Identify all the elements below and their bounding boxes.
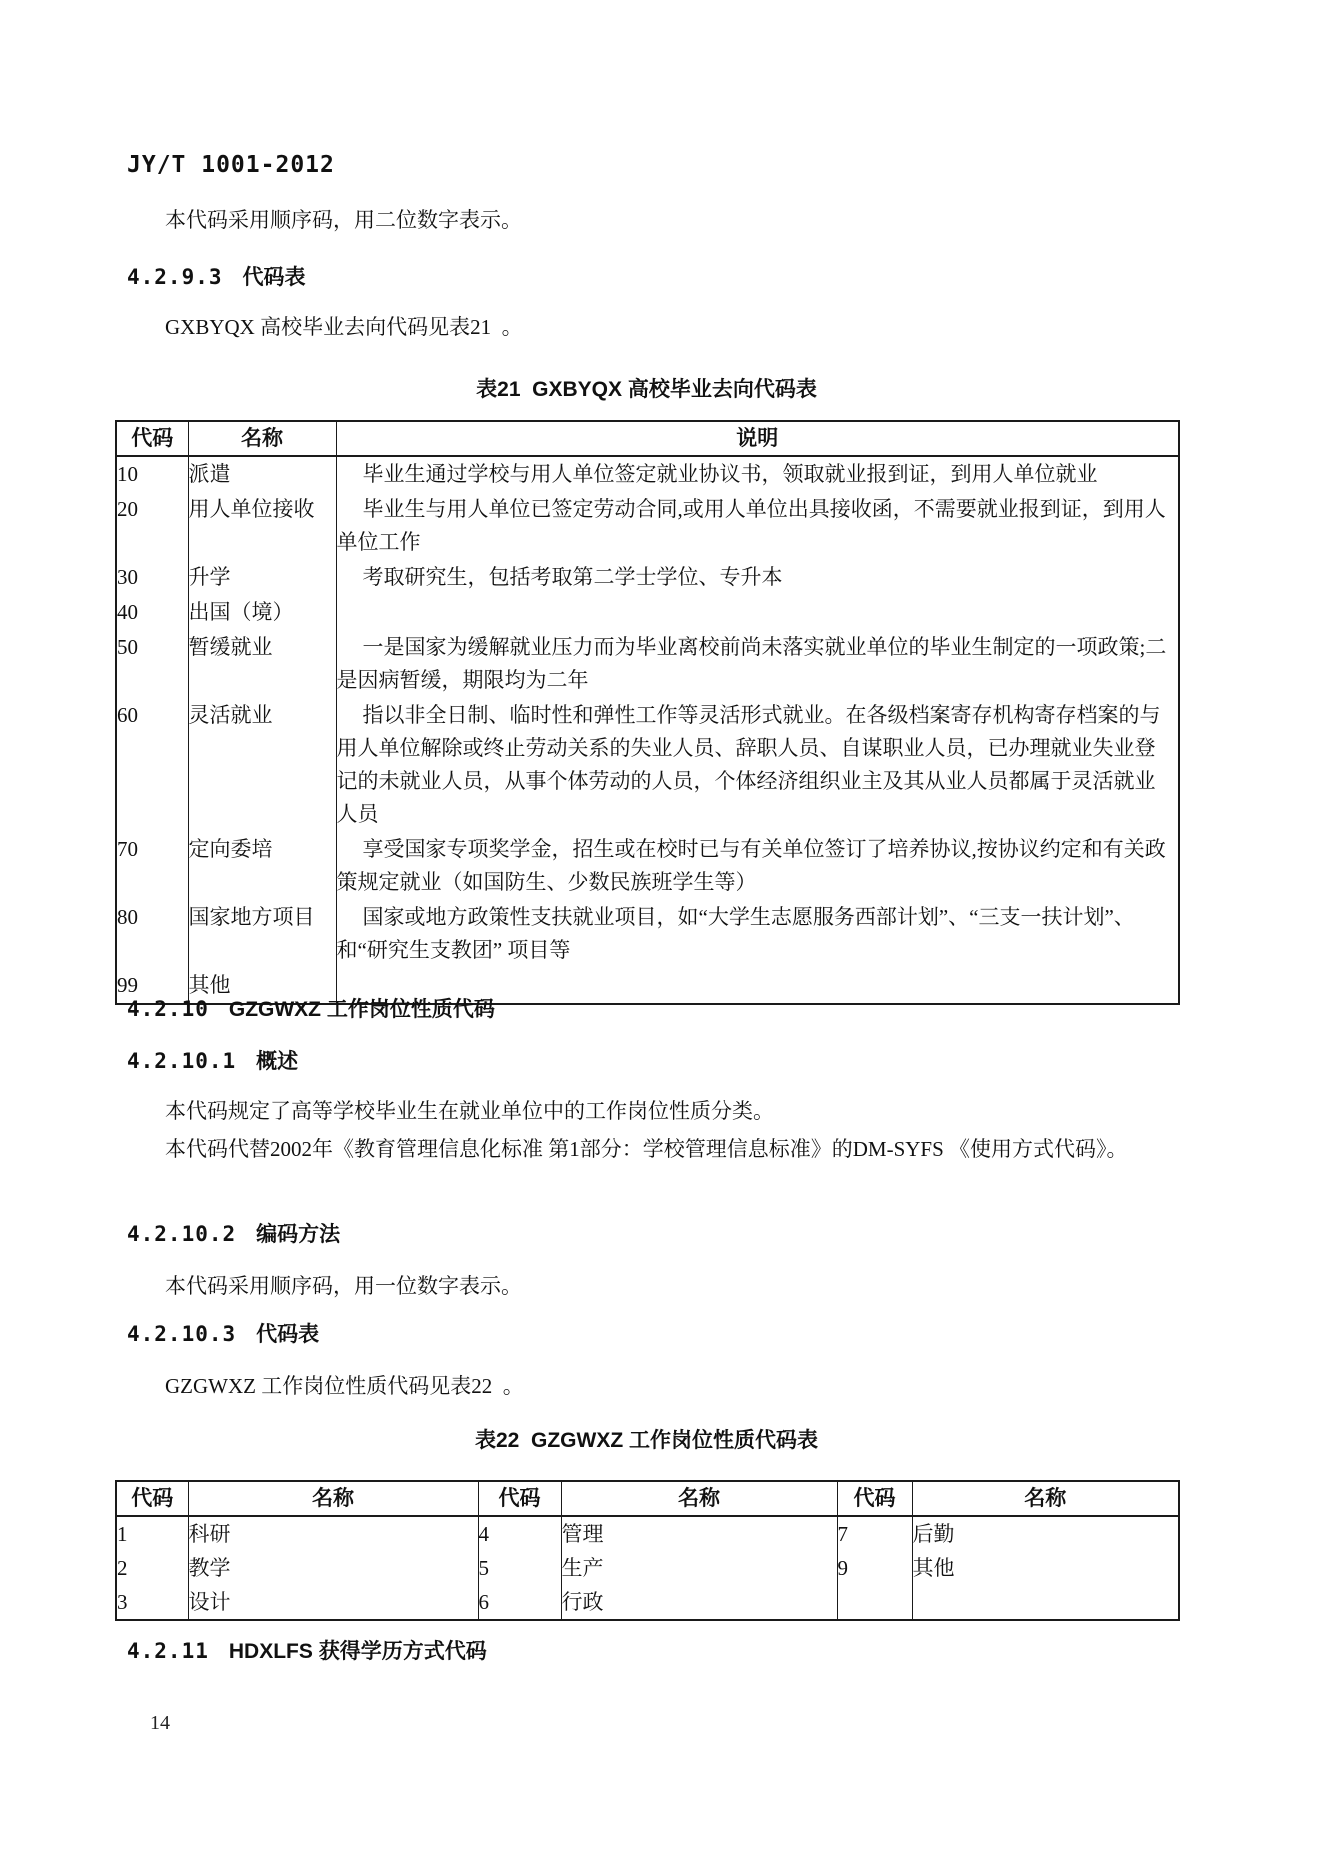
section-number: 4.2.10.2 xyxy=(127,1222,237,1246)
section-title: 编码方法 xyxy=(256,1223,341,1246)
cell-name: 定向委培 xyxy=(188,832,336,900)
cell-code: 70 xyxy=(116,832,188,900)
coding-method-paragraph: 本代码采用顺序码，用一位数字表示。 xyxy=(165,1274,522,1298)
cell-code: 80 xyxy=(116,900,188,968)
section-heading-4-2-10-1 xyxy=(127,1048,1178,1075)
section-heading-4-2-10-3 xyxy=(127,1321,1178,1348)
cell-name: 后勤 xyxy=(912,1516,1179,1551)
table-row xyxy=(116,492,1179,560)
cell-code: 3 xyxy=(116,1585,188,1620)
column-header-name: 名称 xyxy=(561,1481,837,1516)
table-row xyxy=(116,832,1179,900)
cell-name xyxy=(912,1585,1179,1620)
cell-name: 升学 xyxy=(188,560,336,595)
cell-code: 10 xyxy=(116,456,188,492)
section-number: 4.2.11 xyxy=(127,1639,209,1663)
column-header-code: 代码 xyxy=(837,1481,912,1516)
cell-code: 9 xyxy=(837,1551,912,1585)
column-header-code: 代码 xyxy=(116,421,188,456)
table22-intro-paragraph: GZGWXZ 工作岗位性质代码见表22 。 xyxy=(165,1374,524,1398)
cell-code: 4 xyxy=(478,1516,561,1551)
standard-number: JY/T 1001-2012 xyxy=(127,152,335,178)
page-number: 14 xyxy=(150,1712,170,1734)
table-row xyxy=(116,456,1179,492)
cell-name: 其他 xyxy=(912,1551,1179,1585)
section-heading-4-2-10-2 xyxy=(127,1221,1178,1248)
section-title: HDXLFS 获得学历方式代码 xyxy=(228,1640,487,1663)
cell-code: 5 xyxy=(478,1551,561,1585)
cell-name: 其他 xyxy=(188,968,336,1004)
cell-desc: 一是国家为缓解就业压力而为毕业离校前尚未落实就业单位的毕业生制定的一项政策;二是因病暂缓，期限均为二年 xyxy=(336,630,1179,698)
cell-code: 40 xyxy=(116,595,188,630)
table-row xyxy=(116,595,1179,630)
cell-name: 管理 xyxy=(561,1516,837,1551)
section-heading-4-2-11 xyxy=(127,1638,1178,1665)
column-header-name: 名称 xyxy=(188,1481,478,1516)
cell-code: 6 xyxy=(478,1585,561,1620)
cell-desc: 享受国家专项奖学金，招生或在校时已与有关单位签订了培养协议,按协议约定和有关政策规定就业（如国防生、少数民族班学生等） xyxy=(336,832,1179,900)
cell-name: 出国（境） xyxy=(188,595,336,630)
table-row xyxy=(116,1585,1179,1620)
table22-caption: 表22 GZGWXZ 工作岗位性质代码表 xyxy=(474,1429,818,1452)
cell-code: 2 xyxy=(116,1551,188,1585)
table-row xyxy=(116,698,1179,832)
table-row xyxy=(116,630,1179,698)
cell-name: 教学 xyxy=(188,1551,478,1585)
section-heading-4-2-10 xyxy=(127,996,1178,1023)
column-header-desc: 说明 xyxy=(336,421,1179,456)
column-header-name: 名称 xyxy=(912,1481,1179,1516)
section-number: 4.2.10 xyxy=(127,997,209,1021)
table21-caption: 表21 GXBYQX 高校毕业去向代码表 xyxy=(476,378,817,401)
section-title: 代码表 xyxy=(242,266,306,289)
cell-desc xyxy=(336,595,1179,630)
column-header-name: 名称 xyxy=(188,421,336,456)
table-row xyxy=(116,900,1179,968)
cell-code: 30 xyxy=(116,560,188,595)
section-title: 代码表 xyxy=(256,1323,320,1346)
cell-code: 60 xyxy=(116,698,188,832)
cell-desc: 国家或地方政策性支扶就业项目，如“大学生志愿服务西部计划”、“三支一扶计划”、和“研究生支教团” 项目等 xyxy=(336,900,1179,968)
section-heading-4-2-9-3 xyxy=(127,264,1178,291)
cell-code: 7 xyxy=(837,1516,912,1551)
cell-name: 设计 xyxy=(188,1585,478,1620)
cell-name: 灵活就业 xyxy=(188,698,336,832)
section-title: 概述 xyxy=(256,1050,299,1073)
cell-code: 20 xyxy=(116,492,188,560)
table21-intro-paragraph: GXBYQX 高校毕业去向代码见表21 。 xyxy=(165,315,523,339)
cell-name: 用人单位接收 xyxy=(188,492,336,560)
section-title: GZGWXZ 工作岗位性质代码 xyxy=(228,998,495,1021)
cell-name: 国家地方项目 xyxy=(188,900,336,968)
table-row xyxy=(116,1551,1179,1585)
cell-code xyxy=(837,1585,912,1620)
cell-code: 50 xyxy=(116,630,188,698)
overview-paragraph-2: 本代码代替2002年《教育管理信息化标准 第1部分：学校管理信息标准》的DM-SYFS 《使用方式代码》。 xyxy=(165,1137,1128,1161)
column-header-code: 代码 xyxy=(478,1481,561,1516)
overview-paragraph-1: 本代码规定了高等学校毕业生在就业单位中的工作岗位性质分类。 xyxy=(165,1099,774,1123)
cell-desc: 毕业生与用人单位已签定劳动合同,或用人单位出具接收函，不需要就业报到证，到用人单位工作 xyxy=(336,492,1179,560)
cell-desc: 毕业生通过学校与用人单位签定就业协议书，领取就业报到证，到用人单位就业 xyxy=(336,456,1179,492)
table22-gzgwxz xyxy=(115,1480,1180,1621)
cell-desc: 考取研究生，包括考取第二学士学位、专升本 xyxy=(336,560,1179,595)
table22-header-row xyxy=(116,1481,1179,1516)
cell-name: 暂缓就业 xyxy=(188,630,336,698)
table21-gxbyqx xyxy=(115,420,1180,1005)
table-row xyxy=(116,560,1179,595)
cell-code: 99 xyxy=(116,968,188,1004)
table-row xyxy=(116,1516,1179,1551)
cell-name: 行政 xyxy=(561,1585,837,1620)
table21-header-row xyxy=(116,421,1179,456)
column-header-code: 代码 xyxy=(116,1481,188,1516)
section-number: 4.2.10.1 xyxy=(127,1049,237,1073)
section-number: 4.2.9.3 xyxy=(127,265,223,289)
cell-name: 科研 xyxy=(188,1516,478,1551)
cell-name: 生产 xyxy=(561,1551,837,1585)
cell-desc: 指以非全日制、临时性和弹性工作等灵活形式就业。在各级档案寄存机构寄存档案的与用人单位解除或终止劳动关系的失业人员、辞职人员、自谋职业人员，已办理就业失业登记的未就业人员，从事个体劳动的人员，个体经济组织业主及其从业人员都属于灵活就业人员 xyxy=(336,698,1179,832)
cell-code: 1 xyxy=(116,1516,188,1551)
section-number: 4.2.10.3 xyxy=(127,1322,237,1346)
intro-paragraph: 本代码采用顺序码，用二位数字表示。 xyxy=(165,208,522,232)
cell-name: 派遣 xyxy=(188,456,336,492)
